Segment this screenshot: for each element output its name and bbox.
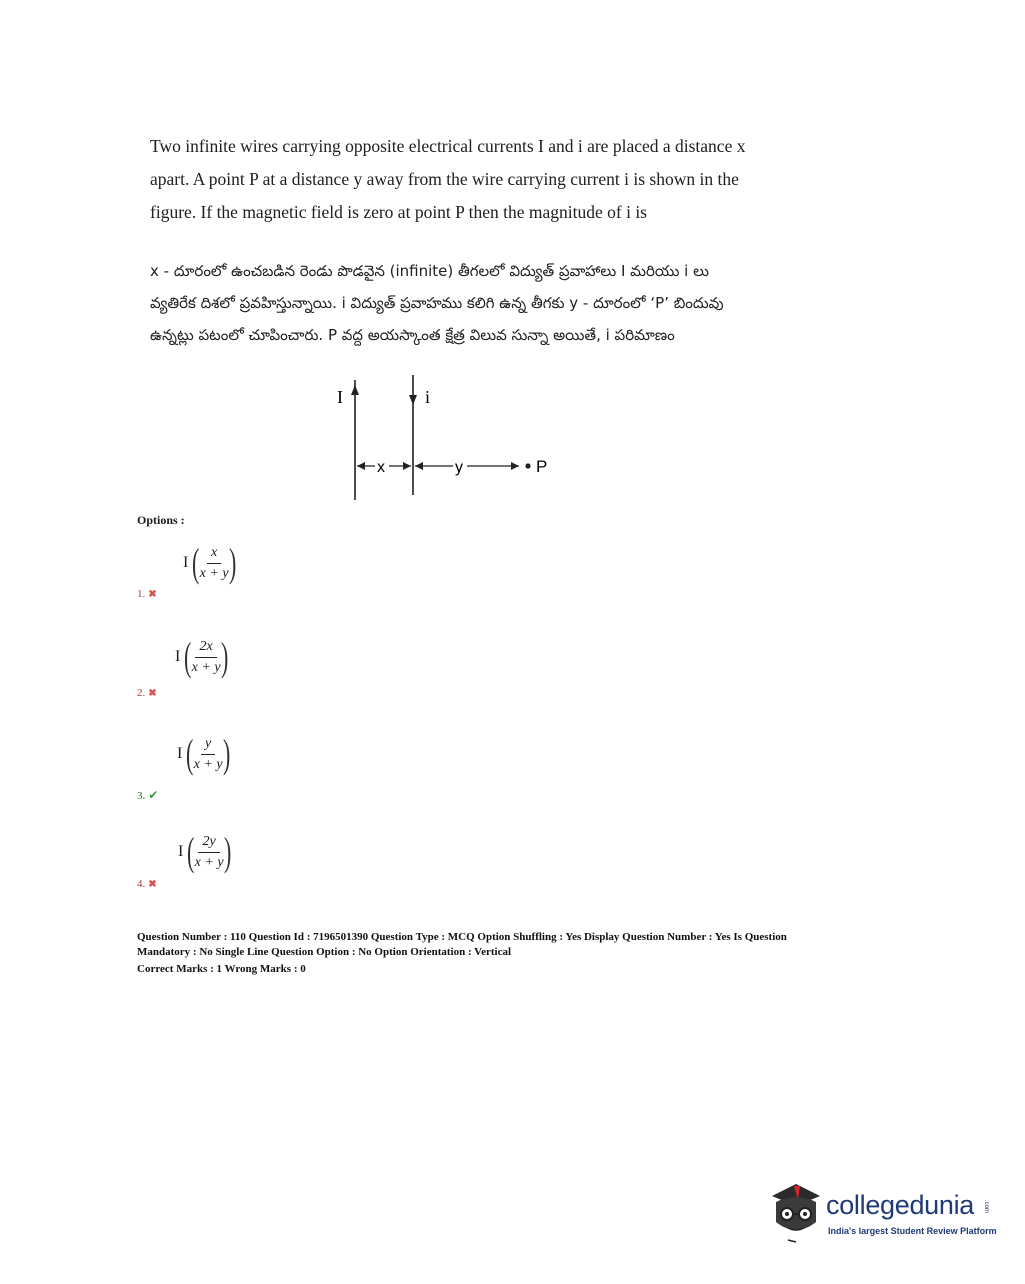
brand-name: collegedunia: [826, 1190, 975, 1220]
option-coef: I: [178, 843, 184, 860]
brand-tld: .com: [983, 1200, 989, 1214]
option-3[interactable]: [137, 788, 158, 803]
label-x: x: [377, 459, 385, 476]
brand-tagline: India's largest Student Review Platform: [828, 1226, 997, 1236]
option-coef: I: [177, 745, 183, 762]
question-line-telugu: x - దూరంలో ఉంచబడిన రెండు పొడవైన (infinite) తీగలలో విద్యుత్ ప్రవాహాలు I మరియు i లు: [150, 262, 709, 280]
option-4[interactable]: [137, 878, 157, 890]
option-3-expression: I ( $\frac{y}{x + y}$ ): [177, 731, 230, 776]
arrow-right-icon: [511, 462, 519, 470]
option-number: 2.: [137, 687, 146, 699]
cross-icon: ✖: [148, 688, 157, 699]
arrow-right-icon: [403, 462, 411, 470]
question-line-telugu: ఉన్నట్లు పటంలో చూపించారు. P వద్ద అయస్కాంత క్షేత్ర విలువ సున్నా అయితే, i పరిమాణం: [150, 326, 675, 344]
option-1-expression: I ( $\frac{x}{x + y}$ ): [183, 540, 236, 585]
question-metadata: [137, 930, 897, 977]
arrow-left-icon: [415, 462, 423, 470]
arrow-up-icon: [351, 385, 359, 395]
label-P: P: [536, 457, 548, 476]
options-heading: Options :: [137, 513, 185, 527]
wire-diagram: [325, 375, 565, 505]
point-P-dot: [525, 463, 530, 468]
option-denominator: x + y: [199, 565, 229, 581]
label-current-I: I: [337, 387, 343, 407]
question-line-telugu: వ్యతిరేక దిశలో ప్రవహిస్తున్నాయి. i విద్యుత్ ప్రవాహము కలిగి ఉన్న తీగకు y - దూరంలో ‘P’ బిందువు: [150, 294, 724, 312]
option-denominator: x + y: [194, 854, 224, 870]
option-numerator: 2x: [195, 639, 216, 658]
question-text-english: [150, 130, 810, 229]
option-numerator: 2y: [198, 834, 219, 853]
metadata-line: Question Number : 110 Question Id : 7196501390 Question Type : MCQ Option Shuffling : Yes Display Question Number : Yes Is Question: [137, 931, 787, 943]
question-line: figure. If the magnetic field is zero at point P then the magnitude of i is: [150, 202, 647, 222]
label-current-i: i: [425, 387, 431, 407]
question-line: apart. A point P at a distance y away from the wire carrying current i is shown in the: [150, 169, 739, 189]
check-icon: ✔: [148, 788, 159, 802]
option-2[interactable]: [137, 687, 157, 699]
option-4-expression: I ( $\frac{2y}{x + y}$ ): [178, 829, 231, 874]
option-coef: I: [175, 648, 181, 665]
option-number: 4.: [137, 878, 146, 890]
label-y: y: [455, 459, 463, 476]
arrow-left-icon: [357, 462, 365, 470]
option-coef: I: [183, 554, 189, 571]
metadata-line: Mandatory : No Single Line Question Option : No Option Orientation : Vertical: [137, 946, 512, 958]
option-numerator: y: [201, 736, 215, 755]
arrow-down-icon: [409, 395, 417, 405]
cross-icon: ✖: [148, 879, 157, 890]
cross-icon: ✖: [148, 589, 157, 600]
option-numerator: x: [207, 545, 221, 564]
option-1[interactable]: [137, 588, 157, 600]
option-2-expression: I ( $\frac{2x}{x + y}$ ): [175, 634, 228, 679]
option-denominator: x + y: [193, 756, 223, 772]
question-line: Two infinite wires carrying opposite electrical currents I and i are placed a distance x: [150, 136, 746, 156]
question-text-telugu: [150, 255, 810, 351]
metadata-line: Correct Marks : 1 Wrong Marks : 0: [137, 963, 306, 975]
option-denominator: x + y: [191, 659, 221, 675]
option-number: 3.: [137, 790, 146, 802]
option-number: 1.: [137, 588, 146, 600]
